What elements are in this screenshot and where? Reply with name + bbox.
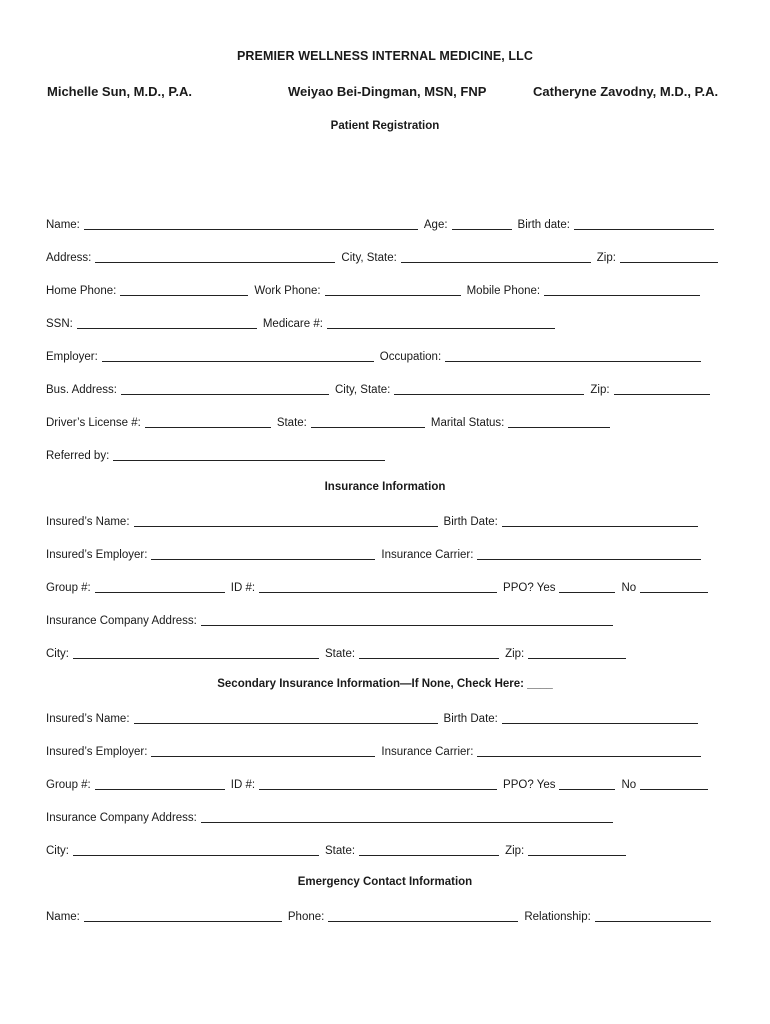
secondary-ppo-yes-field[interactable] — [559, 776, 615, 790]
group-number-label: Group #: — [46, 582, 91, 594]
ssn-field[interactable] — [77, 315, 257, 329]
secondary-zip-label: Zip: — [505, 845, 525, 857]
referred-by-label: Referred by: — [46, 450, 110, 462]
insurance-city-label: City: — [46, 648, 69, 660]
secondary-state-field[interactable] — [359, 842, 499, 856]
insurance-company-address-label: Insurance Company Address: — [46, 615, 197, 627]
business-address-label: Bus. Address: — [46, 384, 117, 396]
group-id-row — [46, 579, 726, 595]
ppo-no-field[interactable] — [640, 579, 708, 593]
employer-label: Employer: — [46, 351, 98, 363]
secondary-carrier-field[interactable] — [477, 743, 701, 757]
patient-name-label: Name: — [46, 219, 80, 231]
drivers-license-row — [46, 414, 726, 430]
occupation-field[interactable] — [445, 348, 701, 362]
patient-name-row — [46, 216, 726, 232]
insured-name-field[interactable] — [134, 513, 438, 527]
insurance-zip-label: Zip: — [505, 648, 525, 660]
practice-name: PREMIER WELLNESS INTERNAL MEDICINE, LLC — [236, 49, 534, 63]
referred-by-field[interactable] — [113, 447, 385, 461]
insurance-carrier-label: Insurance Carrier: — [381, 549, 474, 561]
secondary-insured-name-label: Insured’s Name: — [46, 713, 130, 725]
secondary-insured-employer-field[interactable] — [151, 743, 375, 757]
marital-status-label: Marital Status: — [430, 417, 505, 429]
ppo-no-label: No — [621, 582, 637, 594]
secondary-ppo-yes-label: PPO? Yes — [503, 779, 556, 791]
address-field[interactable] — [95, 249, 335, 263]
secondary-group-number-label: Group #: — [46, 779, 91, 791]
employer-row — [46, 348, 726, 364]
address-label: Address: — [46, 252, 92, 264]
business-address-row — [46, 381, 726, 397]
insured-employer-label: Insured’s Employer: — [46, 549, 148, 561]
dl-state-label: State: — [276, 417, 307, 429]
zip-field[interactable] — [620, 249, 718, 263]
emergency-phone-field[interactable] — [328, 908, 518, 922]
relationship-label: Relationship: — [524, 911, 591, 923]
referred-by-row — [46, 447, 726, 463]
mobile-phone-field[interactable] — [544, 282, 700, 296]
business-city-state-label: City, State: — [334, 384, 391, 396]
ppo-yes-label: PPO? Yes — [503, 582, 556, 594]
drivers-license-label: Driver’s License #: — [46, 417, 141, 429]
secondary-insured-employer-label: Insured’s Employer: — [46, 746, 148, 758]
age-field[interactable] — [452, 216, 512, 230]
work-phone-field[interactable] — [325, 282, 461, 296]
secondary-company-address-field[interactable] — [201, 809, 613, 823]
group-number-field[interactable] — [95, 579, 225, 593]
emergency-name-label: Name: — [46, 911, 80, 923]
secondary-insured-name-row — [46, 710, 726, 726]
ppo-yes-field[interactable] — [559, 579, 615, 593]
emergency-name-field[interactable] — [84, 908, 282, 922]
medicare-label: Medicare #: — [262, 318, 323, 330]
secondary-group-number-field[interactable] — [95, 776, 225, 790]
insured-birth-date-field[interactable] — [502, 513, 698, 527]
emergency-phone-label: Phone: — [287, 911, 325, 923]
ssn-label: SSN: — [46, 318, 73, 330]
secondary-id-number-field[interactable] — [259, 776, 497, 790]
age-label: Age: — [423, 219, 448, 231]
secondary-ppo-no-field[interactable] — [640, 776, 708, 790]
insurance-company-address-row — [46, 612, 726, 628]
secondary-birth-date-field[interactable] — [502, 710, 698, 724]
medicare-field[interactable] — [327, 315, 555, 329]
zip-label: Zip: — [596, 252, 616, 264]
secondary-birth-date-label: Birth Date: — [443, 713, 498, 725]
ssn-row — [46, 315, 726, 331]
secondary-id-number-label: ID #: — [230, 779, 256, 791]
insured-name-label: Insured’s Name: — [46, 516, 130, 528]
secondary-city-label: City: — [46, 845, 69, 857]
employer-field[interactable] — [102, 348, 374, 362]
secondary-carrier-label: Insurance Carrier: — [381, 746, 474, 758]
business-zip-field[interactable] — [614, 381, 710, 395]
drivers-license-field[interactable] — [145, 414, 271, 428]
secondary-city-field[interactable] — [73, 842, 319, 856]
emergency-contact-section-title: Emergency Contact Information — [297, 876, 473, 888]
business-zip-label: Zip: — [590, 384, 610, 396]
insured-employer-row — [46, 546, 726, 562]
provider-name: Weiyao Bei-Dingman, MSN, FNP — [288, 84, 487, 99]
occupation-label: Occupation: — [379, 351, 442, 363]
insurance-city-row — [46, 645, 726, 661]
insurance-company-address-field[interactable] — [201, 612, 613, 626]
home-phone-field[interactable] — [120, 282, 248, 296]
patient-name-field[interactable] — [84, 216, 418, 230]
city-state-label: City, State: — [341, 252, 397, 264]
insurance-state-field[interactable] — [359, 645, 499, 659]
emergency-contact-row — [46, 908, 726, 924]
city-state-field[interactable] — [401, 249, 591, 263]
form-title: Patient Registration — [330, 120, 440, 132]
address-row — [46, 249, 726, 265]
relationship-field[interactable] — [595, 908, 711, 922]
work-phone-label: Work Phone: — [254, 285, 321, 297]
provider-name: Catheryne Zavodny, M.D., P.A. — [533, 84, 719, 99]
secondary-zip-field[interactable] — [528, 842, 626, 856]
insurance-city-field[interactable] — [73, 645, 319, 659]
secondary-insured-employer-row — [46, 743, 726, 759]
secondary-ppo-no-label: No — [621, 779, 637, 791]
id-number-field[interactable] — [259, 579, 497, 593]
insurance-zip-field[interactable] — [528, 645, 626, 659]
secondary-insured-name-field[interactable] — [134, 710, 438, 724]
business-address-field[interactable] — [121, 381, 329, 395]
secondary-state-label: State: — [325, 845, 356, 857]
insured-birth-date-label: Birth Date: — [443, 516, 498, 528]
dl-state-field[interactable] — [311, 414, 425, 428]
insured-employer-field[interactable] — [151, 546, 375, 560]
secondary-city-row — [46, 842, 726, 858]
marital-status-field[interactable] — [508, 414, 610, 428]
insurance-carrier-field[interactable] — [477, 546, 701, 560]
id-number-label: ID #: — [230, 582, 256, 594]
secondary-company-address-label: Insurance Company Address: — [46, 812, 197, 824]
insurance-state-label: State: — [325, 648, 356, 660]
secondary-group-id-row — [46, 776, 726, 792]
home-phone-label: Home Phone: — [46, 285, 117, 297]
birth-date-field[interactable] — [574, 216, 714, 230]
secondary-company-address-row — [46, 809, 726, 825]
insurance-section-title: Insurance Information — [324, 481, 446, 493]
phone-row — [46, 282, 726, 298]
insured-name-row — [46, 513, 726, 529]
business-city-state-field[interactable] — [394, 381, 584, 395]
provider-name: Michelle Sun, M.D., P.A. — [47, 84, 192, 99]
secondary-insurance-section-title: Secondary Insurance Information—If None, Check Here: ____ — [217, 678, 553, 690]
mobile-phone-label: Mobile Phone: — [466, 285, 541, 297]
birth-date-label: Birth date: — [517, 219, 570, 231]
